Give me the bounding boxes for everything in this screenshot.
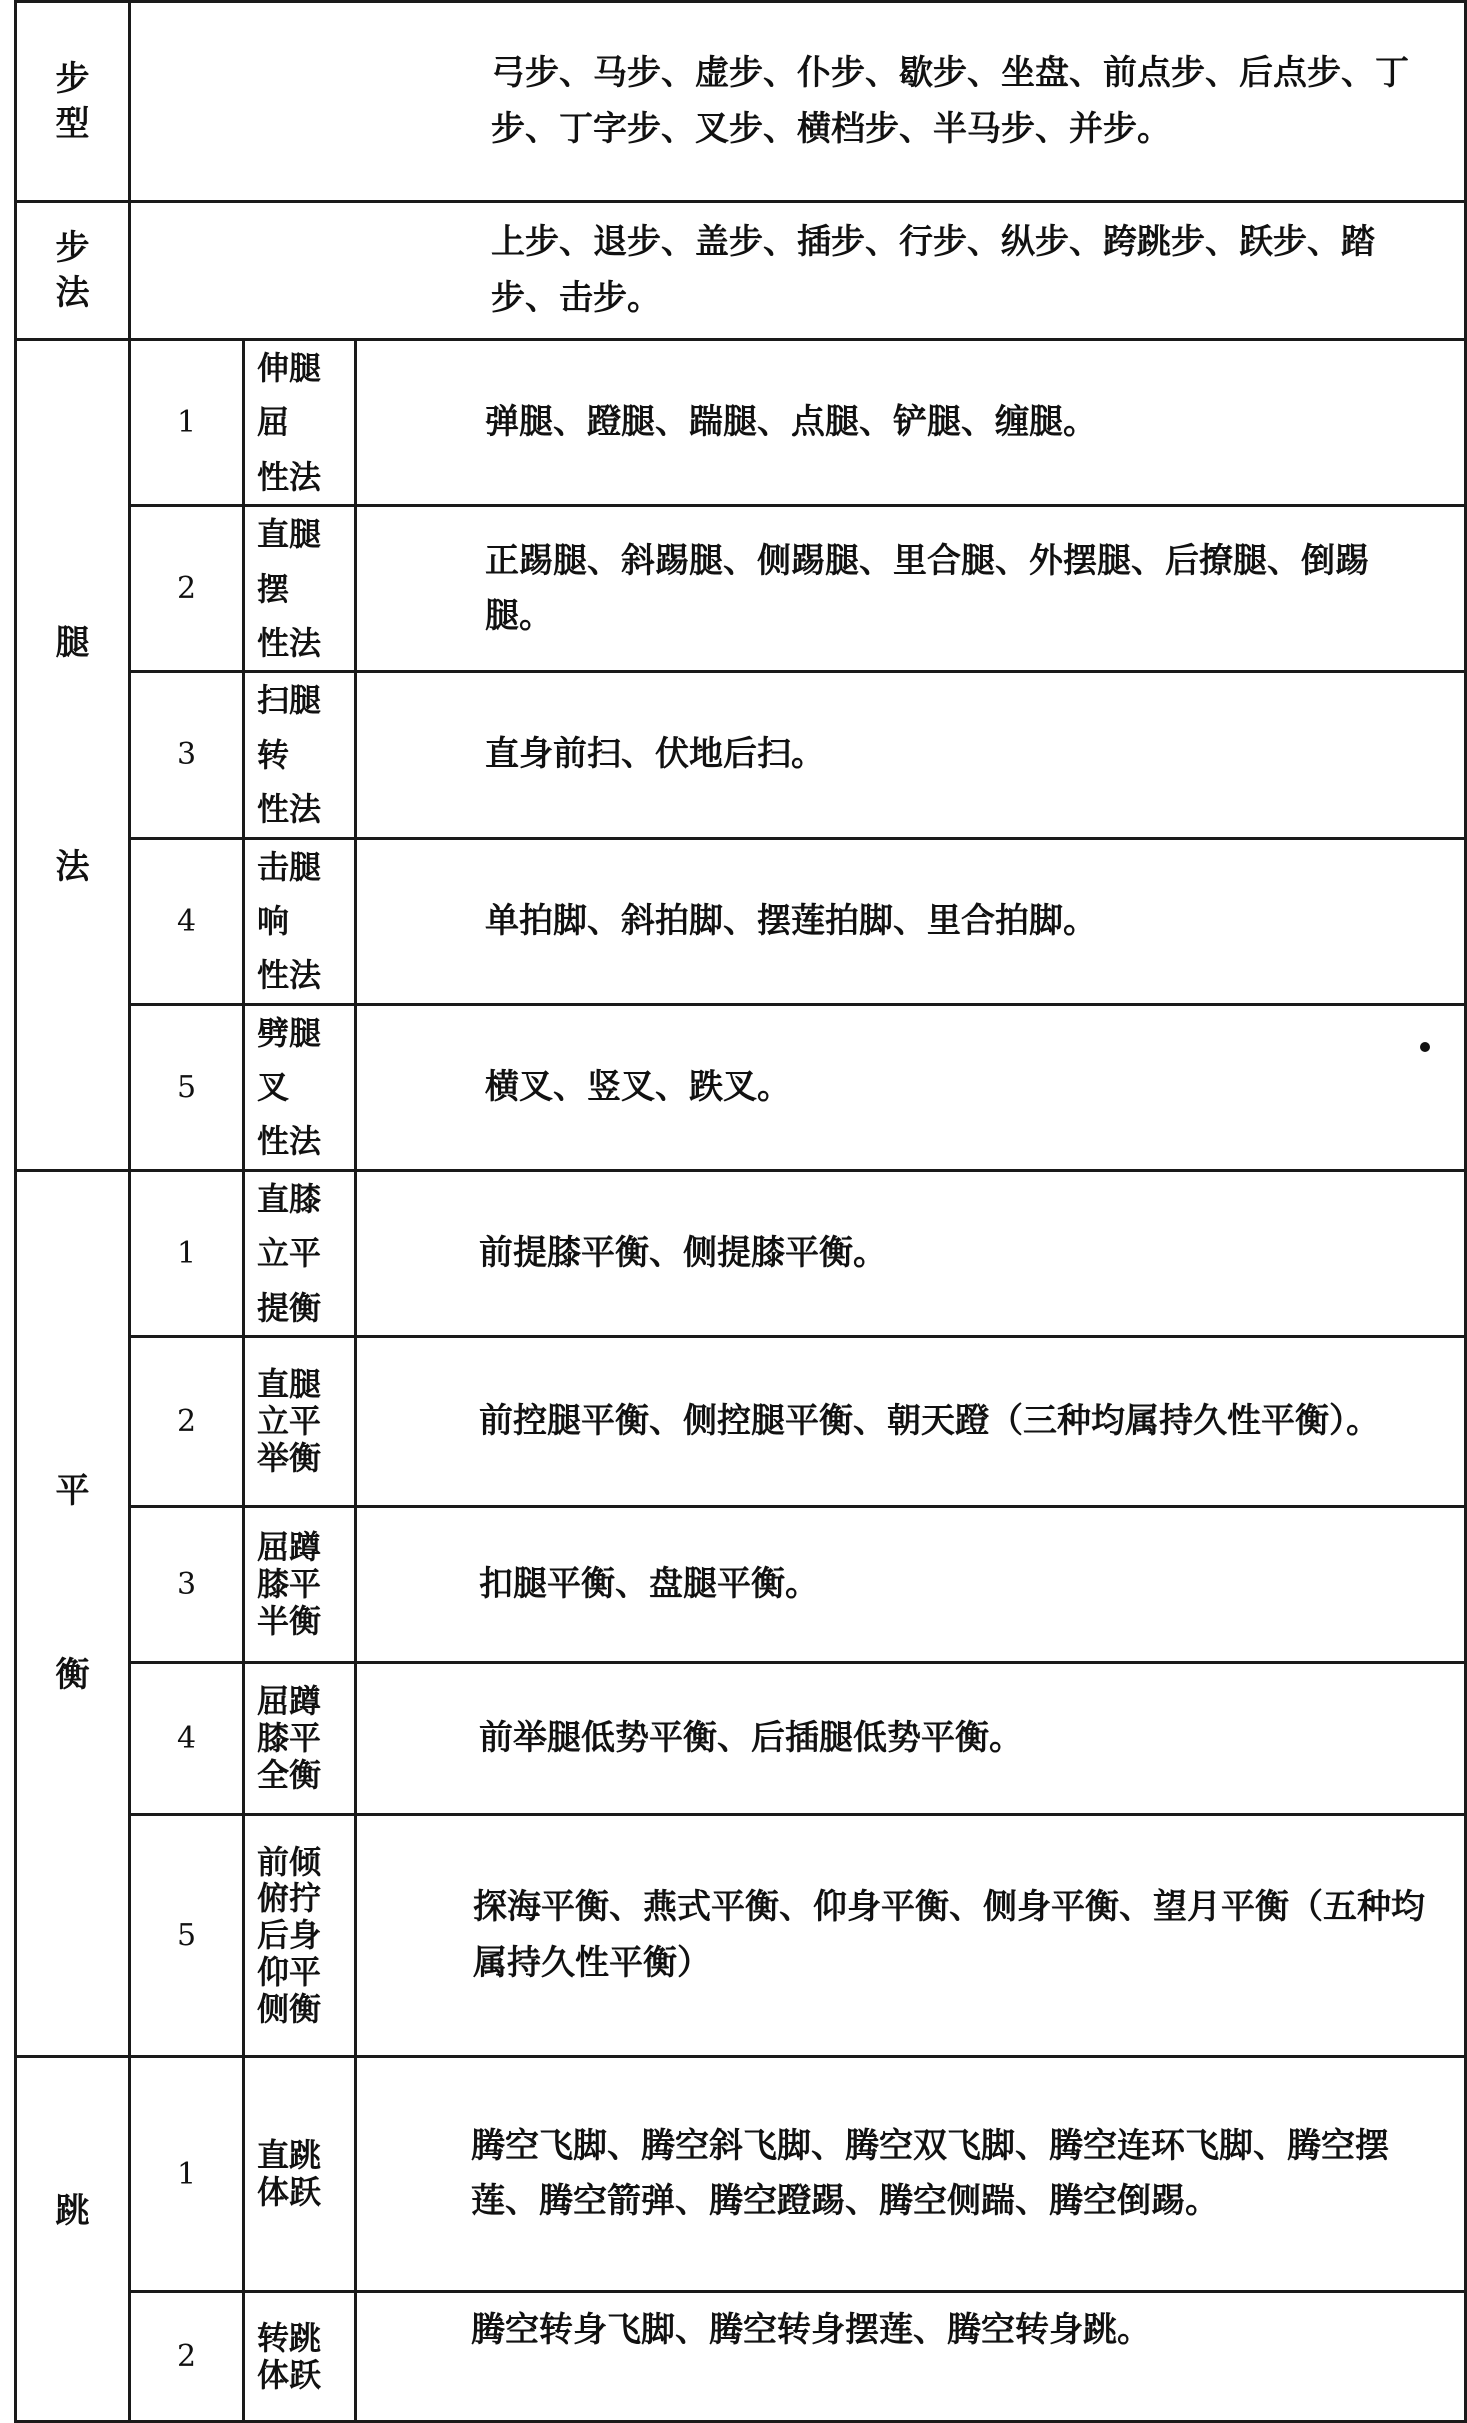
row-content: 弹腿、蹬腿、踹腿、点腿、铲腿、缠腿。 — [356, 340, 1466, 506]
sub-category: 直跳 体跃 — [244, 2057, 356, 2292]
sub-category: 直膝 立平 提衡 — [244, 1170, 356, 1336]
category-char: 腿 — [55, 622, 90, 663]
row-content: 前控腿平衡、侧控腿平衡、朝天蹬（三种均属持久性平衡）。 — [356, 1337, 1466, 1507]
category-char: 法 — [55, 846, 90, 887]
row-content: 正踢腿、斜踢腿、侧踢腿、里合腿、外摆腿、后撩腿、倒踢腿。 — [356, 506, 1466, 672]
technique-table — [14, 0, 1467, 2423]
sub-category: 伸腿 屈 性法 — [244, 340, 356, 506]
sub-category: 屈蹲 膝平 全衡 — [244, 1663, 356, 1815]
sub-category: 屈蹲 膝平 半衡 — [244, 1507, 356, 1663]
category-char: 平 — [55, 1471, 90, 1512]
table-row — [16, 672, 1466, 838]
category-char: 型 — [55, 103, 90, 144]
row-number: 1 — [130, 340, 244, 506]
category-char: 跳 — [55, 2191, 90, 2232]
table-row — [16, 2292, 1466, 2422]
table-row-bufa — [16, 202, 1466, 340]
row-number: 5 — [130, 1004, 244, 1170]
row-content: 扣腿平衡、盘腿平衡。 — [356, 1507, 1466, 1663]
table-row — [16, 1663, 1466, 1815]
row-number: 2 — [130, 2292, 244, 2422]
category-char: 步 — [55, 228, 90, 269]
sub-category: 扫腿 转 性法 — [244, 672, 356, 838]
row-content: 腾空飞脚、腾空斜飞脚、腾空双飞脚、腾空连环飞脚、腾空摆莲、腾空箭弹、腾空蹬踢、腾空侧踹、腾空倒踢。 — [356, 2057, 1466, 2292]
row-number: 5 — [130, 1815, 244, 2057]
category-label — [16, 202, 130, 340]
category-char: 步 — [55, 59, 90, 100]
row-number: 3 — [130, 672, 244, 838]
row-content: 腾空转身飞脚、腾空转身摆莲、腾空转身跳。 — [356, 2292, 1466, 2422]
row-content: 上步、退步、盖步、插步、行步、纵步、跨跳步、跃步、踏步、击步。 — [130, 202, 1466, 340]
scan-speck — [1420, 1042, 1430, 1052]
sub-category: 前倾 俯拧 后身 仰平 侧衡 — [244, 1815, 356, 2057]
category-label — [16, 1170, 130, 2056]
category-label — [16, 340, 130, 1171]
table-row — [16, 1507, 1466, 1663]
row-content: 单拍脚、斜拍脚、摆莲拍脚、里合拍脚。 — [356, 838, 1466, 1004]
row-number: 2 — [130, 506, 244, 672]
row-content: 弓步、马步、虚步、仆步、歇步、坐盘、前点步、后点步、丁步、丁字步、叉步、横档步、半马步、并步。 — [130, 2, 1466, 202]
row-number: 1 — [130, 2057, 244, 2292]
category-char: 法 — [55, 272, 90, 313]
sub-category: 直腿 摆 性法 — [244, 506, 356, 672]
row-content: 前举腿低势平衡、后插腿低势平衡。 — [356, 1663, 1466, 1815]
table-row — [16, 838, 1466, 1004]
row-content: 探海平衡、燕式平衡、仰身平衡、侧身平衡、望月平衡（五种均属持久性平衡） — [356, 1815, 1466, 2057]
table-row — [16, 340, 1466, 506]
table-row — [16, 1337, 1466, 1507]
sub-category: 击腿 响 性法 — [244, 838, 356, 1004]
row-content: 横叉、竖叉、跌叉。 — [356, 1004, 1466, 1170]
table-row — [16, 506, 1466, 672]
table-row — [16, 1170, 1466, 1336]
row-content: 直身前扫、伏地后扫。 — [356, 672, 1466, 838]
table-row — [16, 2057, 1466, 2292]
sub-category: 劈腿 叉 性法 — [244, 1004, 356, 1170]
row-number: 4 — [130, 838, 244, 1004]
row-number: 2 — [130, 1337, 244, 1507]
category-label — [16, 2, 130, 202]
row-content: 前提膝平衡、侧提膝平衡。 — [356, 1170, 1466, 1336]
row-number: 4 — [130, 1663, 244, 1815]
table-row — [16, 1004, 1466, 1170]
row-number: 3 — [130, 1507, 244, 1663]
category-label — [16, 2057, 130, 2422]
sub-category: 转跳 体跃 — [244, 2292, 356, 2422]
table-row-buxing — [16, 2, 1466, 202]
sub-category: 直腿 立平 举衡 — [244, 1337, 356, 1507]
row-number: 1 — [130, 1170, 244, 1336]
table-row — [16, 1815, 1466, 2057]
category-char: 衡 — [55, 1655, 90, 1696]
